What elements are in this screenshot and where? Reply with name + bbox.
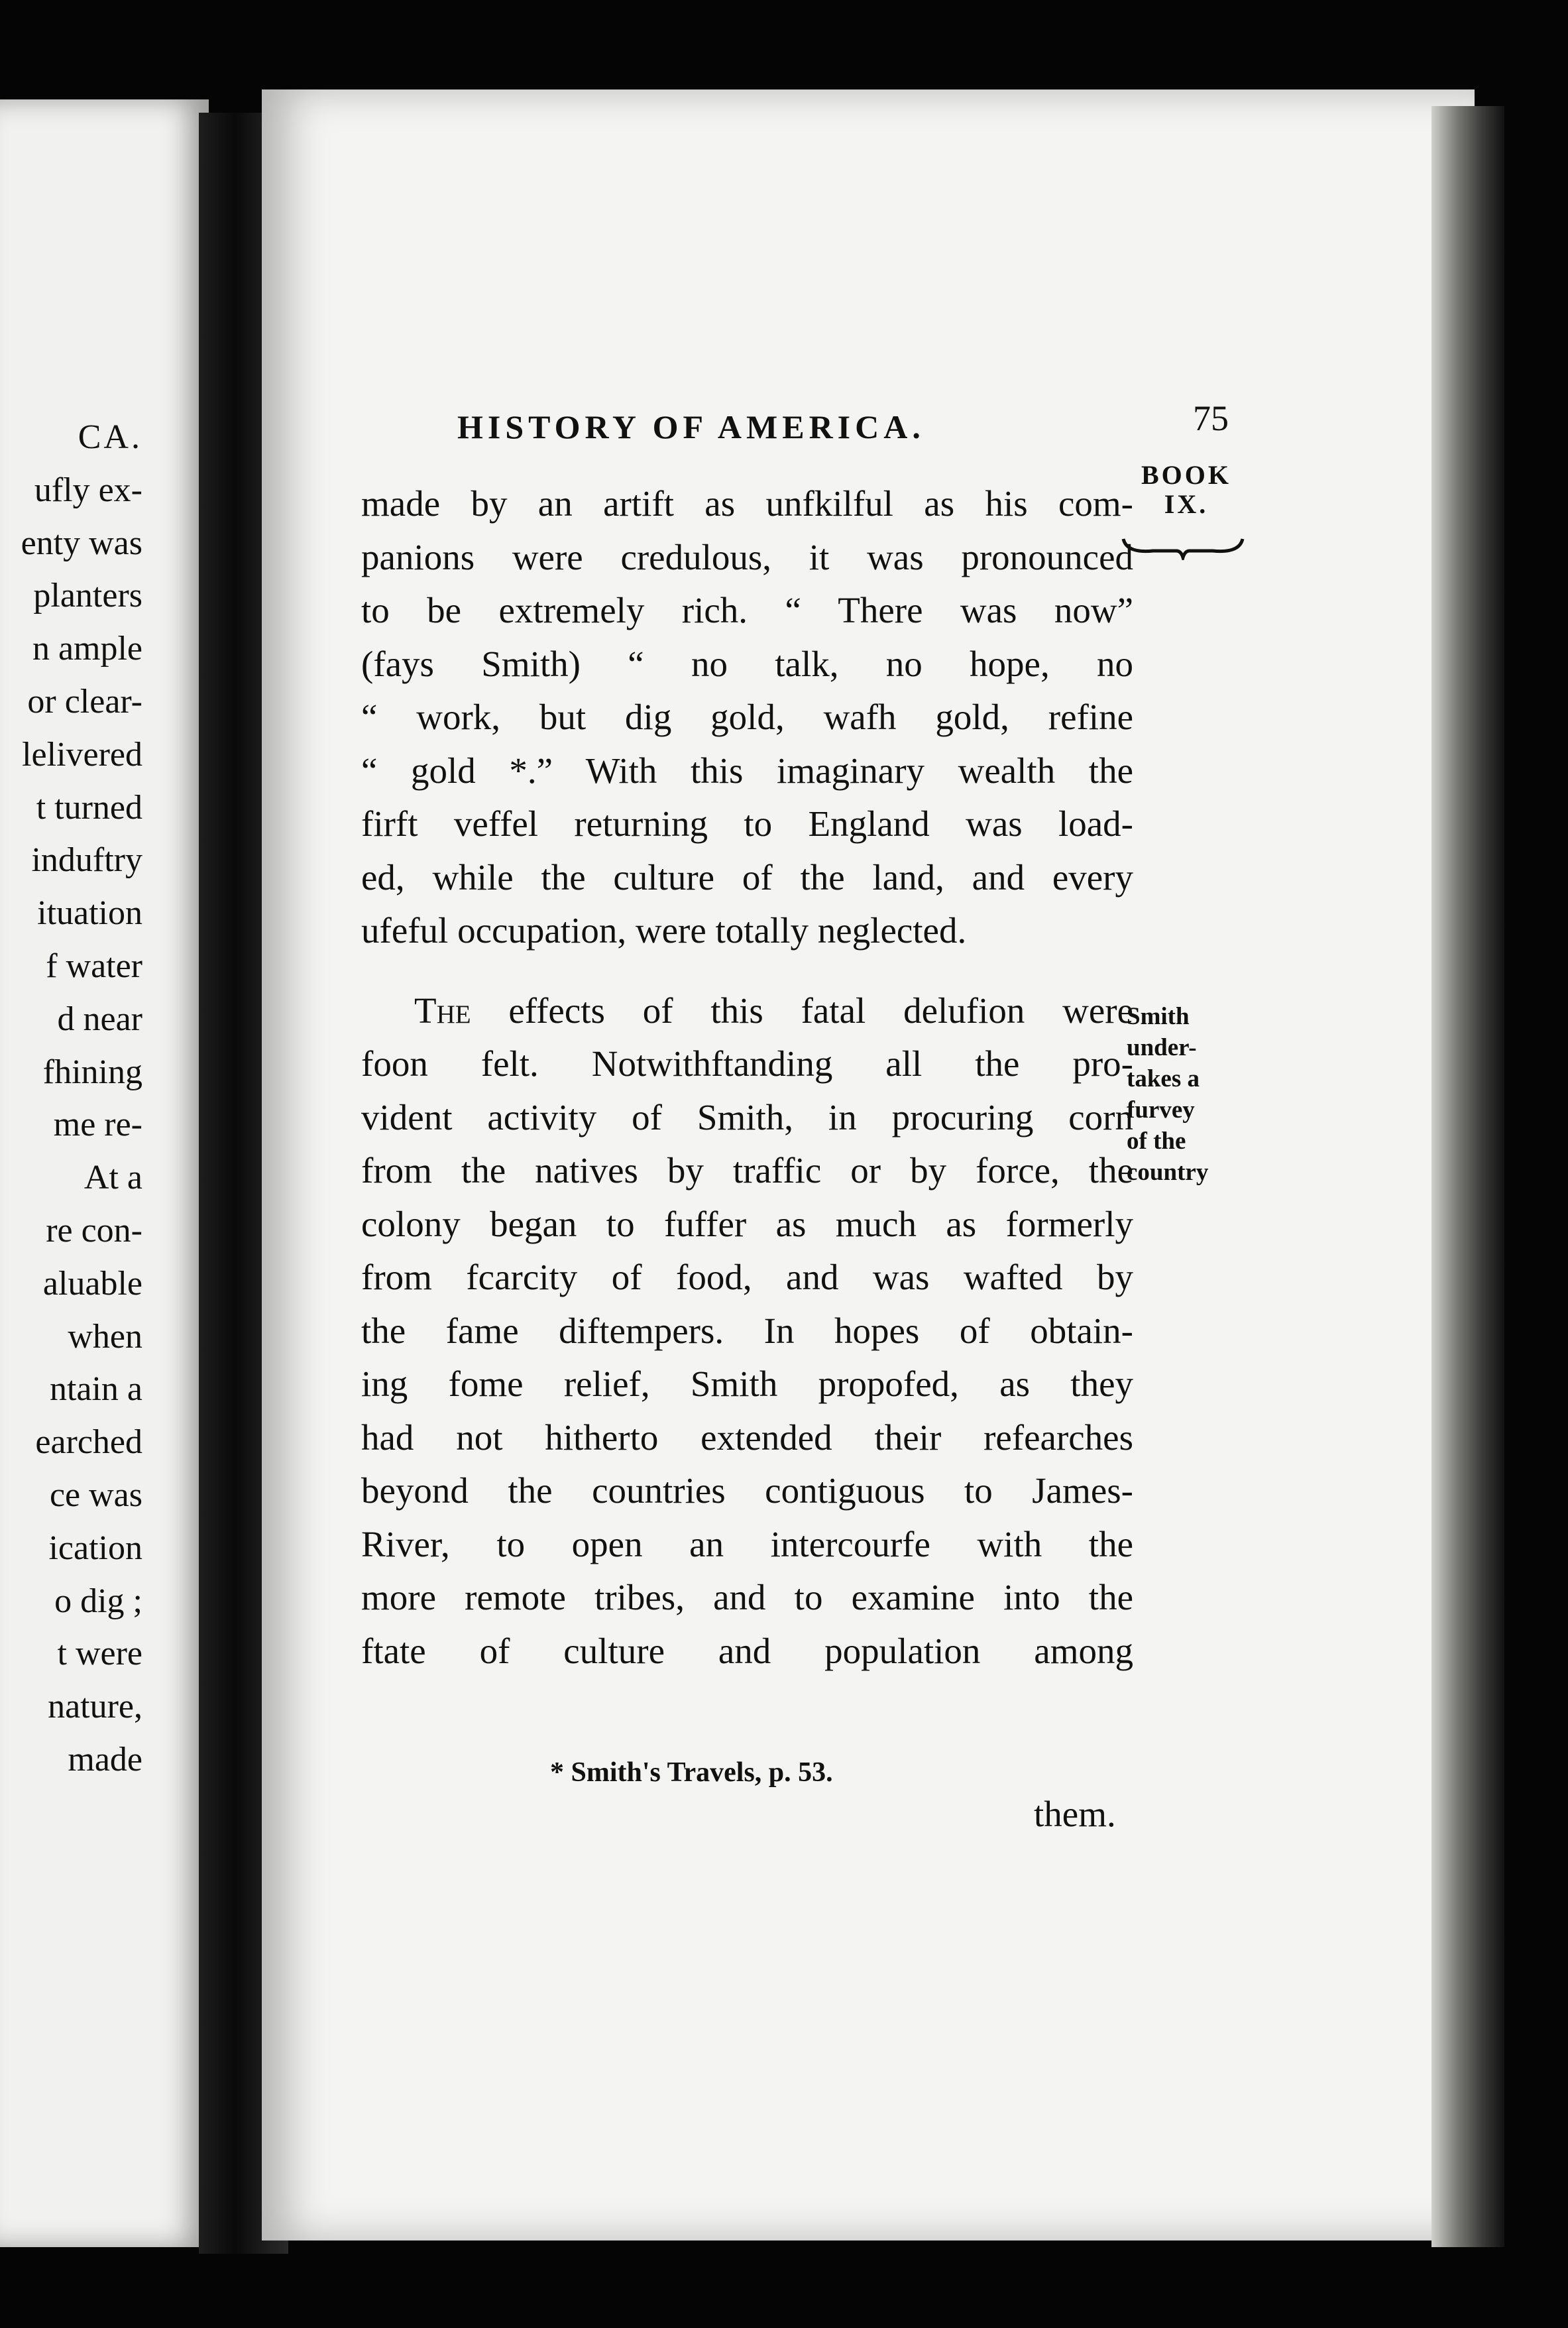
left-line: f water xyxy=(46,947,142,985)
text-line: had not hitherto extended their refearches xyxy=(361,1417,1133,1458)
text-line: foon felt. Notwithftanding all the pro- xyxy=(361,1043,1133,1084)
text-line: from the natives by traffic or by force, the xyxy=(361,1150,1133,1191)
text-line: “ work, but dig gold, wafh gold, refine xyxy=(361,697,1133,737)
marginal-line: Smith xyxy=(1127,1003,1190,1030)
left-line: nature, xyxy=(48,1688,142,1726)
left-line: d near xyxy=(57,1000,142,1038)
left-line: enty was xyxy=(21,524,142,562)
book-marker xyxy=(1120,461,1253,519)
paragraph-gap xyxy=(361,958,1133,984)
running-head: HISTORY OF AMERICA. xyxy=(457,408,925,445)
main-text xyxy=(361,477,1133,1678)
footnote: * Smith's Travels, p. 53. xyxy=(550,1757,833,1788)
page-edge xyxy=(1431,106,1504,2247)
text-line: ftate of culture and population among xyxy=(361,1630,1133,1671)
text-line: ing fome relief, Smith propofed, as they xyxy=(361,1364,1133,1404)
text-line: more remote tribes, and to examine into the xyxy=(361,1577,1133,1617)
left-line: At a xyxy=(84,1159,142,1197)
left-line: earched xyxy=(35,1423,142,1462)
text-line xyxy=(361,984,1133,1038)
text-line: panions were credulous, it was pronounced xyxy=(361,536,1133,577)
catchword: them. xyxy=(1034,1794,1116,1834)
left-line: fhining xyxy=(42,1053,142,1091)
left-line: planters xyxy=(33,577,142,615)
left-line: induftry xyxy=(31,841,142,880)
text-line: ufeful occupation, were totally neglected. xyxy=(361,910,967,951)
left-line: when xyxy=(68,1317,142,1356)
marginal-line: country xyxy=(1127,1159,1209,1186)
marginal-line: of the xyxy=(1127,1128,1186,1155)
left-line: re con- xyxy=(46,1211,142,1250)
left-line: ce was xyxy=(49,1476,142,1514)
text-line: vident activity of Smith, in procuring corn xyxy=(361,1096,1133,1137)
text-line: “ gold *.” With this imaginary wealth the xyxy=(361,750,1133,791)
left-line: t turned xyxy=(36,788,142,827)
text-line: to be extremely rich. “ There was now” xyxy=(361,590,1133,630)
para-first-line: effects of this fatal delufion were xyxy=(471,990,1133,1031)
text-line: the fame diftempers. In hopes of obtain- xyxy=(361,1310,1133,1351)
page-number: 75 xyxy=(1193,398,1229,438)
left-line: ication xyxy=(48,1529,142,1567)
marginal-line: under- xyxy=(1127,1034,1197,1061)
left-line: ituation xyxy=(37,894,142,933)
left-line: ntain a xyxy=(49,1370,142,1409)
left-line: me re- xyxy=(53,1106,142,1144)
left-line: ufly ex- xyxy=(34,471,142,509)
left-line: or clear- xyxy=(27,682,142,721)
left-line: lelivered xyxy=(22,735,142,774)
text-line: from fcarcity of food, and was wafted by xyxy=(361,1257,1133,1297)
text-line: colony began to fuffer as much as formerly xyxy=(361,1203,1133,1244)
left-line: aluable xyxy=(42,1264,142,1303)
brace-ornament xyxy=(1120,534,1246,560)
left-line: t were xyxy=(57,1635,142,1673)
left-page-text xyxy=(0,411,142,1786)
book-number: IX. xyxy=(1164,489,1209,519)
text-line: (fays Smith) “ no talk, no hope, no xyxy=(361,643,1133,684)
left-line: o dig ; xyxy=(54,1582,142,1620)
book-label: BOOK xyxy=(1141,460,1232,490)
text-line: firft veffel returning to England was load- xyxy=(361,803,1133,844)
text-line: beyond the countries contiguous to James- xyxy=(361,1470,1133,1511)
marginal-line: furvey xyxy=(1127,1096,1195,1124)
left-line: made xyxy=(68,1740,142,1778)
marginal-note xyxy=(1127,1001,1226,1188)
left-line: CA. xyxy=(78,418,142,456)
para-initial-word: The xyxy=(414,990,471,1031)
text-line: made by an artift as unfkilful as his com- xyxy=(361,483,1133,524)
text-line: ed, while the culture of the land, and every xyxy=(361,856,1133,898)
left-line: n ample xyxy=(32,630,142,668)
text-line: River, to open an intercourfe with the xyxy=(361,1523,1133,1564)
marginal-line: takes a xyxy=(1127,1065,1200,1092)
left-page xyxy=(0,99,209,2247)
